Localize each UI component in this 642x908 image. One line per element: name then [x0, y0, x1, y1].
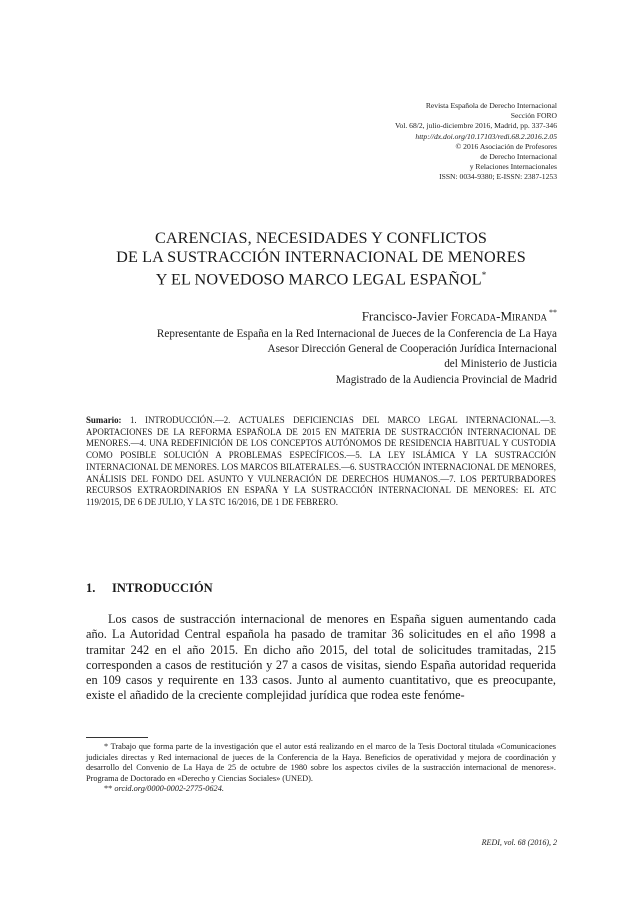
title-line-1: CARENCIAS, NECESIDADES Y CONFLICTOS: [154, 229, 488, 247]
section-heading: [86, 581, 213, 596]
footnote-2: [86, 784, 556, 795]
title-line-2: DE LA SUSTRACCIÓN INTERNACIONAL DE MENORES: [116, 247, 526, 266]
page-footer: REDI, vol. 68 (2016), 2: [481, 838, 557, 847]
table-of-contents-summary: [86, 415, 556, 509]
journal-copyright-2: de Derecho Internacional: [480, 152, 557, 162]
journal-header: [257, 101, 557, 183]
body-text: [86, 612, 556, 704]
footnote-separator: [86, 737, 148, 738]
orcid-link[interactable]: orcid.org/0000-0002-2775-0624.: [114, 784, 224, 794]
author-affiliation: [57, 327, 557, 388]
journal-copyright-1: © 2016 Asociación de Profesores: [455, 141, 557, 151]
footnote-2-mark: **: [104, 784, 115, 794]
journal-copyright-3: y Relaciones Internacionales: [469, 162, 557, 172]
affiliation-line-3: del Ministerio de Justicia: [444, 358, 557, 371]
title-footnote-mark: *: [481, 270, 487, 281]
article-title: [60, 229, 582, 289]
journal-section: Sección FORO: [510, 111, 557, 121]
footnotes: [86, 742, 556, 795]
section-number: 1.: [86, 581, 96, 595]
body-paragraph: Los casos de sustracción internacional de menores en España siguen aumentando cada año. La Autoridad Central española ha pasado de tramitar 36 solicitudes en el año 1998 a tramitar 242 en el año 2015. En dicho año 2015, del total de solicitudes tramitadas, 215 corresponden a casos de restitución y 27 a casos de visitas, siendo España autoridad requerida en 109 casos y requirente en 133 casos. Junto al aumento cuantitativo, que es preocupante, existe el añadido de la creciente complejidad jurídica que rodea este fenóme-: [86, 612, 556, 703]
author-name: [362, 308, 557, 324]
footnote-1: * Trabajo que forma parte de la investigación que el autor está realizando en el marco de la Tesis Doctoral titulada «Comunicaciones judiciales directas y Red internacional de jueces de la Conferencia de la Haya. Beneficios de operatividad y mejora de coordinación y desarrollo del Convenio de La Haya de 25 de octubre de 1980 sobre los aspectos civiles de la sustracción internacional de menores». Programa de Doctorado en «Derecho y Ciencias Sociales» (UNED).: [86, 742, 556, 783]
author-surname: Forcada-Miranda: [450, 308, 547, 324]
title-line-3: [60, 266, 582, 289]
affiliation-line-4: Magistrado de la Audiencia Provincial de Madrid: [335, 373, 557, 386]
journal-name: Revista Española de Derecho Internacional: [425, 101, 557, 110]
affiliation-line-2: Asesor Dirección General de Cooperación Jurídica Internacional: [267, 343, 557, 356]
affiliation-line-1: Representante de España en la Red Internacional de Jueces de la Conferencia de La Haya: [156, 328, 557, 340]
summary-label: Sumario:: [86, 415, 122, 425]
journal-volume: Vol. 68/2, julio-diciembre 2016, Madrid, pp. 337-346: [394, 121, 557, 131]
journal-issn: ISSN: 0034-9380; E-ISSN: 2387-1253: [439, 172, 557, 182]
author-footnote-mark: **: [547, 308, 557, 317]
author-given-name: Francisco-Javier: [361, 308, 451, 324]
title-line-3-text: Y EL NOVEDOSO MARCO LEGAL ESPAÑOL: [155, 270, 482, 289]
section-title: INTRODUCCIÓN: [112, 581, 213, 595]
journal-doi-link[interactable]: http://dx.doi.org/10.17103/redi.68.2.2016.2.05: [415, 131, 557, 141]
summary-text: 1. INTRODUCCIÓN.—2. ACTUALES DEFICIENCIAS DEL MARCO LEGAL INTERNACIONAL.—3. APORTACIONES DE LA REFORMA ESPAÑOLA DE 2015 EN MATERIA DE SUSTRACCIÓN INTERNACIONAL DE MENORES.—4. UNA REDEFINICIÓN DE LOS CONCEPTOS AUTÓNOMOS DE RESIDENCIA HABITUAL Y CUSTODIA COMO POSIBLE SOLUCIÓN A PROBLEMAS ESPECÍFICOS.—5. LA LEY ISLÁMICA Y LA SUSTRACCIÓN INTERNACIONAL DE MENORES. LOS MARCOS BILATERALES.—6. SUSTRACCIÓN INTERNACIONAL DE MENORES, ANÁLISIS DEL FONDO DEL ASUNTO Y VULNERACIÓN DE DERECHOS HUMANOS.—7. LOS PERTURBADORES RECURSOS EXTRAORDINARIOS EN ESPAÑA Y LA SUSTRACCIÓN INTERNACIONAL DE MENORES: EL ATC 119/2015, DE 6 DE JULIO, Y LA STC 16/2016, DE 1 DE FEBRERO.: [86, 415, 556, 507]
